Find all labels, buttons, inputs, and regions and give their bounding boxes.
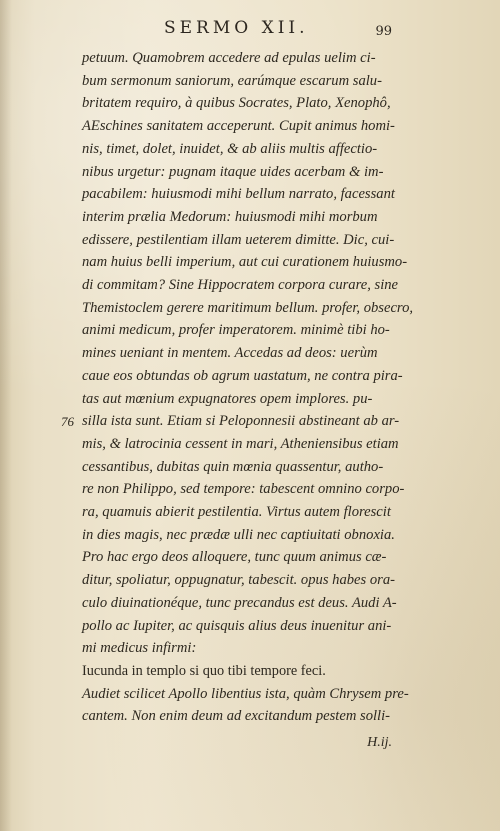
text-line: pollo ac Iupiter, ac quisquis alius deus inuenitur ani- [82,617,392,634]
text-line: interim prælia Medorum: huiusmodi mihi morbum [82,208,378,225]
text-line: Audiet scilicet Apollo libentius ista, quàm Chrysem pre- [82,685,409,702]
text-line: cantem. Non enim deum ad excitandum pestem solli- [82,708,391,725]
text-line: di commitam? Sine Hippocratem corpora curare, sine [82,277,399,294]
text-line: ditur, spoliatur, oppugnatur, tabescit. opus habes ora- [82,572,395,589]
page-number: 99 [375,24,392,39]
text-line: tas aut mœnium expugnatores opem implores. pu- [82,390,373,407]
text-line: Themistoclem gerere maritimum bellum. profer, obsecro, [82,299,414,316]
text-line: mis, & latrocinia cessent in mari, Atheniensibus etiam [82,435,399,452]
text-line: petuum. Quamobrem accedere ad epulas uelim ci- [82,50,376,66]
text-line: cessantibus, dubitas quin mœnia quassentur, autho- [82,458,384,475]
text-line: edissere, pestilentiam illam ueterem dimitte. Dic, cui- [82,231,395,248]
text-line: silla ista sunt. Etiam si Peloponnesii abstineant ab ar- [82,413,400,430]
text-line: britatem requiro, à quibus Socrates, Plato, Xenophô, [82,95,391,112]
text-line: bum sermonum saniorum, earúmque escarum salu- [82,72,382,89]
text-line: caue eos obtundas ob agrum uastatum, ne contra pira- [82,367,403,384]
body-text [82,47,414,728]
text-line: animi medicum, profer imperatorem. minimè tibi ho- [82,322,390,339]
running-head: SERMO XII. [164,18,309,38]
text-line: pacabilem: huiusmodi mihi bellum narrato, facessant [82,186,395,203]
text-line: in dies magis, nec prædæ ulli nec captiuitati obnoxia. [82,526,395,543]
text-line: AEschines sanitatem acceperunt. Cupit animus homi- [82,118,395,135]
text-line: Pro hac ergo deos alloquere, tunc quum animus cæ- [82,549,387,566]
text-line: re non Philippo, sed tempore: tabescent omnino corpo- [82,481,405,498]
quoted-verse-line: Iucunda in templo si quo tibi tempore feci. [82,662,326,679]
marginal-note: 76 [61,414,74,429]
text-line: ra, quamuis abierit pestilentia. Virtus autem florescit [82,504,391,521]
text-line: mines ueniant in mentem. Accedas ad deos: uerùm [82,345,378,362]
text-line: nis, timet, dolet, inuidet, & ab aliis multis affectio- [82,140,378,157]
text-line: nibus urgetur: pugnam itaque uides acerbam & im- [82,163,384,180]
signature-mark: H.ij. [367,735,392,750]
text-line: culo diuinationéque, tunc precandus est deus. Audi A- [82,594,397,611]
text-line: mi medicus infirmi: [82,640,197,657]
text-line: nam huius belli imperium, aut cui curationem huiusmo- [82,254,408,271]
